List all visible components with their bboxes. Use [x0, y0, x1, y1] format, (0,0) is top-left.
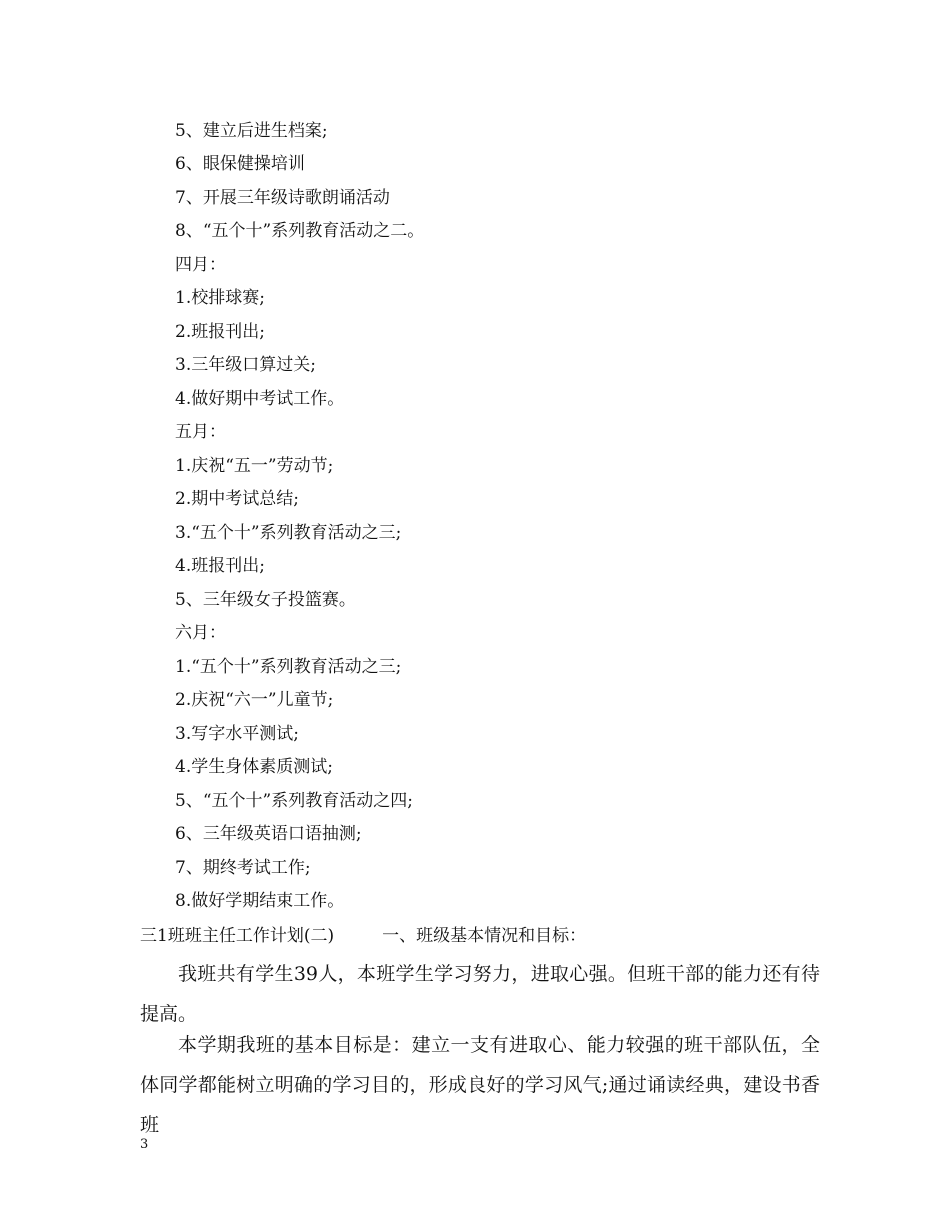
list-item: 4.班报刊出; — [175, 556, 265, 576]
list-item: 3.“五个十”系列教育活动之三; — [175, 523, 402, 543]
list-item: 6、眼保健操培训 — [175, 154, 305, 174]
list-item: 7、开展三年级诗歌朗诵活动 — [175, 188, 390, 208]
list-item: 3.写字水平测试; — [175, 724, 299, 744]
month-heading-may: 五月： — [175, 422, 226, 442]
month-heading-june: 六月： — [175, 623, 226, 643]
paragraph-class-info: 我班共有学生39人，本班学生学习努力，进取心强。但班干部的能力还有待提高。 — [140, 963, 820, 1025]
list-item: 4.做好期中考试工作。 — [175, 389, 345, 409]
list-item: 3.三年级口算过关; — [175, 355, 316, 375]
paragraph-goals: 本学期我班的基本目标是：建立一支有进取心、能力较强的班干部队伍，全体同学都能树立明确的学习目的，形成良好的学习风气;通过诵读经典，建设书香班 — [140, 1034, 820, 1136]
list-item: 1.校排球赛; — [175, 288, 265, 308]
list-item: 2.班报刊出; — [175, 322, 265, 342]
list-item: 5、“五个十”系列教育活动之四; — [175, 791, 413, 811]
page-number: 3 — [140, 1137, 149, 1152]
list-item: 5、建立后进生档案; — [175, 121, 328, 141]
plan-title: 三1班班主任工作计划(二) — [140, 926, 335, 946]
list-item: 4.学生身体素质测试; — [175, 757, 333, 777]
list-item: 1.庆祝“五一”劳动节; — [175, 456, 334, 476]
section-title: 一、班级基本情况和目标： — [382, 926, 587, 946]
list-item: 8.做好学期结束工作。 — [175, 891, 345, 911]
list-item: 1.“五个十”系列教育活动之三; — [175, 657, 402, 677]
section-heading-line — [140, 925, 586, 947]
list-item: 2.期中考试总结; — [175, 489, 299, 509]
list-item: 8、“五个十”系列教育活动之二。 — [175, 221, 425, 241]
list-item: 7、期终考试工作; — [175, 858, 311, 878]
list-item: 2.庆祝“六一”儿童节; — [175, 690, 334, 710]
list-item: 6、三年级英语口语抽测; — [175, 824, 362, 844]
month-heading-april: 四月： — [175, 255, 226, 275]
list-item: 5、三年级女子投篮赛。 — [175, 590, 356, 610]
